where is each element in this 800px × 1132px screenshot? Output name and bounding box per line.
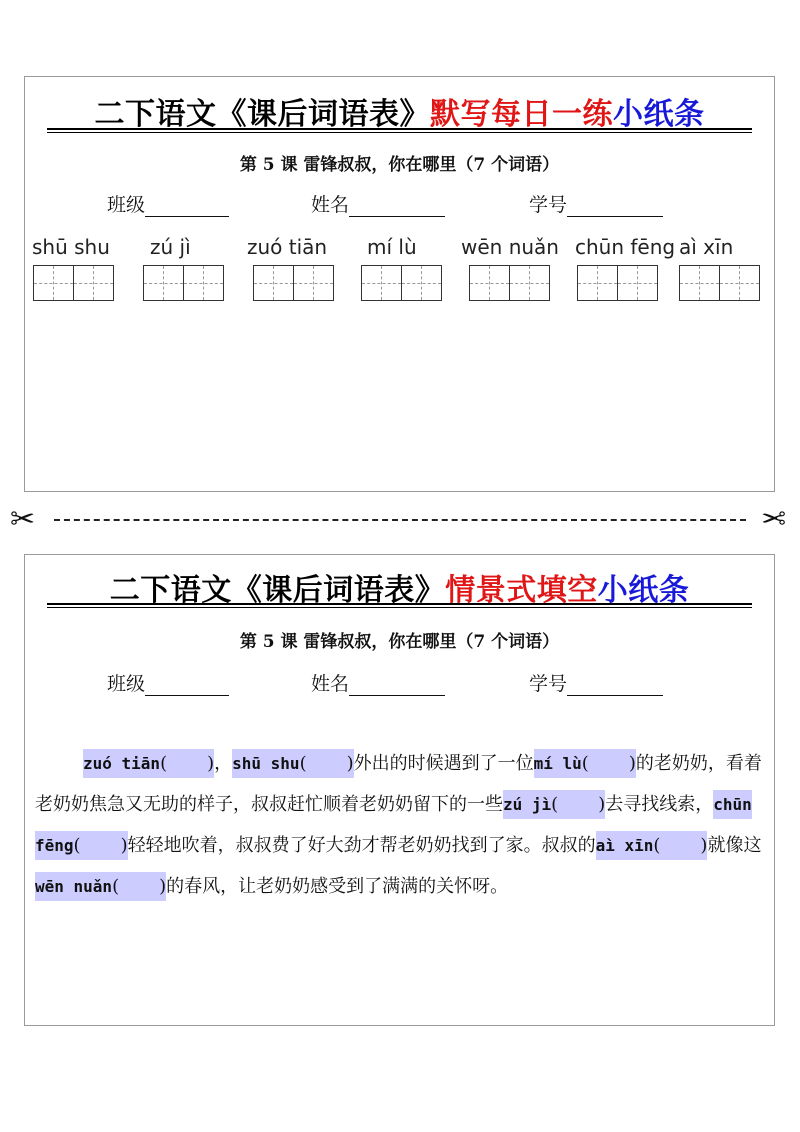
fill-in-passage: zuó tiān( )，shū shu( )外出的时候遇到了一位mí lù( )的老奶奶，看着老奶奶焦急又无助的样子，叔叔赶忙顺着老奶奶留下的一些zú jì( )去寻找线索，chūn fēng( )轻轻地吹着，叔叔费了好大劲才帮老奶奶找到了家。叔叔的aì xīn( )就像这wēn nuǎn( )的春风，让老奶奶感受到了满满的关怀呀。 [35, 743, 765, 907]
scissors-left-icon: ✂ [10, 502, 36, 537]
lesson-subtitle: 第 5 课 雷锋叔叔，你在哪里（7 个词语） [239, 155, 560, 175]
class-field[interactable]: 班级 [107, 669, 229, 696]
fill-blank[interactable]: wēn nuǎn( ) [35, 872, 166, 901]
scissors-right-icon: ✂ [760, 502, 786, 537]
fill-blank[interactable]: mí lù( ) [534, 749, 636, 778]
student-info-row [25, 190, 774, 220]
student-number-field[interactable]: 学号 [529, 669, 663, 696]
writing-grid[interactable] [577, 265, 658, 301]
pinyin-label: wēn nuǎn [461, 235, 559, 259]
name-field[interactable]: 姓名 [311, 190, 445, 217]
slip-title: 二下语文《课后词语表》情景式填空小纸条 [109, 573, 690, 608]
fill-blank[interactable]: aì xīn( ) [596, 831, 708, 860]
writing-grid[interactable] [253, 265, 334, 301]
cut-line [54, 519, 746, 521]
writing-grid[interactable] [33, 265, 114, 301]
fill-in-slip [24, 554, 775, 1026]
writing-grid[interactable] [361, 265, 442, 301]
dictation-slip [24, 76, 775, 492]
title-underline-thin [47, 132, 752, 133]
pinyin-label: mí lù [367, 235, 417, 259]
pinyin-label: aì xīn [679, 235, 734, 259]
slip-title: 二下语文《课后词语表》默写每日一练小纸条 [94, 97, 705, 132]
writing-grid[interactable] [143, 265, 224, 301]
title-underline [47, 603, 752, 605]
fill-blank[interactable]: shū shu( ) [232, 749, 354, 778]
title-underline [47, 128, 752, 130]
name-field[interactable]: 姓名 [311, 669, 445, 696]
fill-blank[interactable]: chūn fēng( ) [35, 790, 752, 860]
writing-grid[interactable] [679, 265, 760, 301]
lesson-subtitle: 第 5 课 雷锋叔叔，你在哪里（7 个词语） [239, 632, 560, 652]
fill-blank[interactable]: zú jì( ) [503, 790, 605, 819]
class-field[interactable]: 班级 [107, 190, 229, 217]
student-info-row [25, 669, 774, 699]
student-number-field[interactable]: 学号 [529, 190, 663, 217]
pinyin-label: shū shu [32, 235, 110, 259]
fill-blank[interactable]: zuó tiān( ) [83, 749, 214, 778]
pinyin-label: zú jì [150, 235, 191, 259]
pinyin-label: zuó tiān [247, 235, 328, 259]
title-underline-thin [47, 607, 752, 608]
writing-grid[interactable] [469, 265, 550, 301]
pinyin-label: chūn fēng [575, 235, 676, 259]
